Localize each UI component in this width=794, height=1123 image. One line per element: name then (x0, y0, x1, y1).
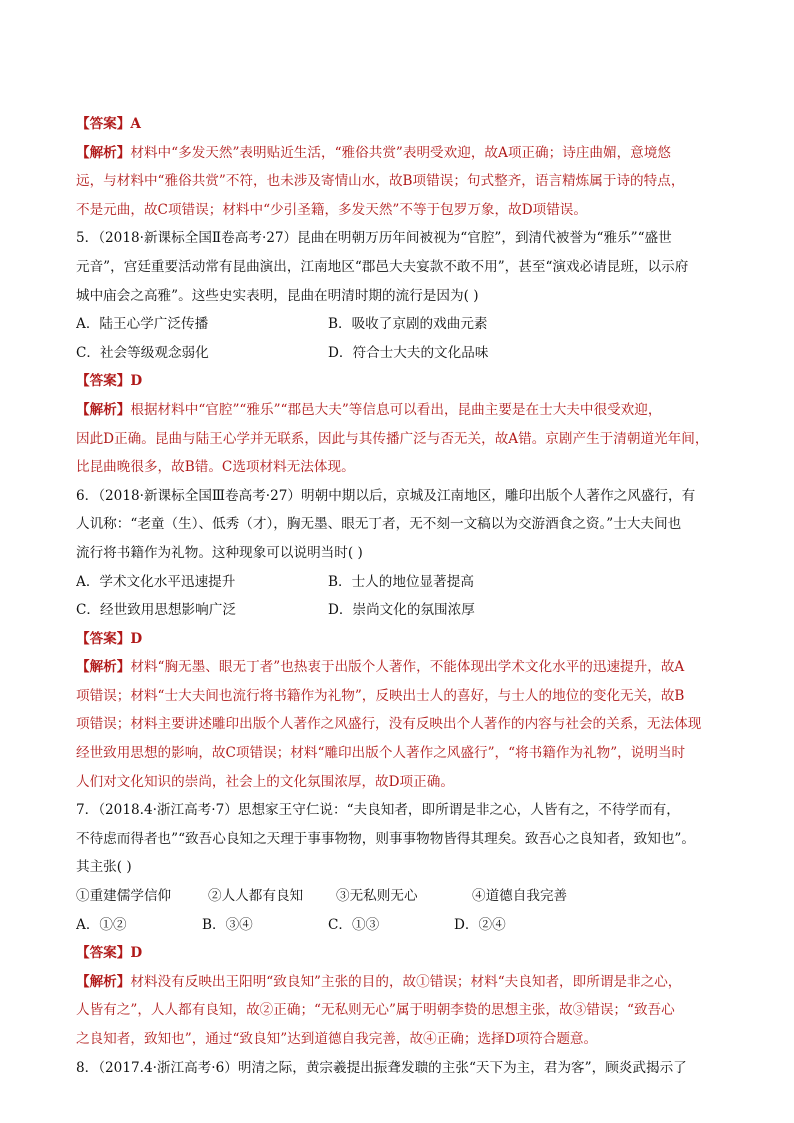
q5-analysis-line-1: 【解析】根据材料中“官腔”“雅乐”“郡邑大夫”等信息可以看出，昆曲主要是在士大夫中很受欢迎， (76, 401, 662, 418)
q8-stem-line-1: 8．（2017.4·浙江高考·6）明清之际，黄宗羲提出振聋发聩的主张“天下为主，君为客”，顾炎武揭示了 (76, 1059, 687, 1076)
q7-option-b: B．③④ (202, 916, 253, 933)
q5-analysis-line-3: 比昆曲晚很多，故B错。C选项材料无法体现。 (76, 459, 355, 476)
q4-analysis-line-2: 远，与材料中“雅俗共赏”不符，也未涉及寄情山水，故B项错误；句式整齐，语言精炼属于诗的特点， (76, 173, 685, 190)
q4-analysis-line-3: 不是元曲，故C项错误；材料中“少引圣籍，多发天然”不等于包罗万象，故D项错误。 (76, 201, 587, 218)
q6-stem-line-3: 流行将书籍作为礼物。这种现象可以说明当时( ) (76, 544, 363, 561)
q5-options-row-1 (76, 310, 718, 339)
q6-option-b: B．士人的地位显著提高 (328, 573, 474, 590)
q5-options-row-2 (76, 339, 718, 368)
answer-label: 【答案】 (76, 630, 131, 647)
q5-stem-line-2: 元音”，宫廷重要活动常有昆曲演出，江南地区“郡邑大夫宴款不敢不用”，甚至“演戏必请昆班，以示府 (76, 258, 689, 275)
q7-statements-row (76, 882, 718, 911)
q7-analysis-line-2: 人皆有之”，人人都有良知，故②正确；“无私则无心”属于明朝李贽的思想主张，故③错误；“致吾心 (76, 1002, 675, 1019)
q6-stem-line-2: 人讥称：“老童（生）、低秀（才），胸无墨、眼无丁者，无不刻一文稿以为交游酒食之资。”士大夫间也 (76, 516, 682, 533)
q6-answer-value: D (130, 630, 143, 647)
q7-statement-1: ①重建儒学信仰 (76, 888, 172, 905)
answer-label: 【答案】 (76, 116, 131, 132)
analysis-label: 【解析】 (76, 144, 131, 161)
q7-options-row (76, 911, 718, 940)
q4-analysis-line-1: 【解析】材料中“多发天然”表明贴近生活，“雅俗共赏”表明受欢迎，故A项正确；诗庄曲媚，意境悠 (76, 144, 671, 161)
q5-answer-value: D (130, 373, 143, 390)
q4-answer-value: A (130, 116, 141, 132)
answer-label: 【答案】 (76, 945, 131, 962)
q6-analysis-line-4: 经世致用思想的影响，故C项错误；材料“雕印出版个人著作之风盛行”，“将书籍作为礼物”，说明当时 (76, 745, 686, 762)
q6-analysis-line-2: 项错误；材料“士大夫间也流行将书籍作为礼物”，反映出士人的喜好，与士人的地位的变化无关，故B (76, 687, 685, 704)
q5-option-c: C．社会等级观念弱化 (76, 344, 209, 361)
q5-option-d: D．符合士大夫的文化品味 (328, 344, 489, 361)
q6-option-a: A．学术文化水平迅速提升 (76, 573, 236, 590)
q7-statement-4: ④道德自我完善 (472, 888, 568, 905)
q7-answer-value: D (130, 945, 143, 962)
q6-option-c: C．经世致用思想影响广泛 (76, 602, 236, 619)
q7-option-c: C．①③ (328, 916, 380, 933)
document-content (76, 110, 718, 1082)
q5-analysis-line-2: 因此D正确。昆曲与陆王心学并无联系，因此与其传播广泛与否无关，故A错。京剧产生于清朝道光年间， (76, 430, 709, 447)
q6-option-d: D．崇尚文化的氛围浓厚 (328, 602, 475, 619)
q6-answer-line (76, 625, 718, 654)
q7-stem-line-3: 其主张( ) (76, 859, 132, 876)
q7-statement-2: ②人人都有良知 (208, 888, 304, 905)
q4-answer-line (76, 110, 718, 139)
q7-option-a: A．①② (76, 916, 127, 933)
analysis-label: 【解析】 (76, 973, 131, 990)
q6-options-row-2 (76, 596, 718, 625)
q6-stem-line-1: 6．（2018·新课标全国Ⅲ卷高考·27）明朝中期以后，京城及江南地区，雕印出版个人著作之风盛行，有 (76, 487, 696, 504)
analysis-label: 【解析】 (76, 659, 131, 676)
q7-analysis-line-1: 【解析】材料没有反映出王阳明“致良知”主张的目的，故①错误；材料“夫良知者，即所谓是非之心， (76, 973, 682, 990)
q5-stem-line-3: 城中庙会之高雅”。这些史实表明，昆曲在明清时期的流行是因为( ) (76, 287, 479, 304)
q6-options-row-1 (76, 568, 718, 597)
q7-stem-line-2: 不待虑而得者也”“致吾心良知之天理于事事物物，则事事物物皆得其理矣。致吾心之良知者，致知也”。 (76, 830, 695, 847)
q6-analysis-line-1: 【解析】材料“胸无墨、眼无丁者”也热衷于出版个人著作，不能体现出学术文化水平的迅速提升，故A (76, 659, 685, 676)
q5-option-a: A．陆王心学广泛传播 (76, 316, 209, 333)
q7-analysis-line-3: 之良知者，致知也”，通过“致良知”达到道德自我完善，故④正确；选择D项符合题意。 (76, 1031, 598, 1047)
answer-label: 【答案】 (76, 373, 131, 390)
q7-option-d: D．②④ (454, 916, 506, 933)
q7-stem-line-1: 7．（2018.4·浙江高考·7）思想家王守仁说：“夫良知者，即所谓是非之心，人皆有之，不待学而有， (76, 802, 680, 819)
analysis-label: 【解析】 (76, 401, 131, 418)
q5-stem-line-1: 5．（2018·新课标全国Ⅱ卷高考·27）昆曲在明朝万历年间被视为“官腔”，到清代被誉为“雅乐”“盛世 (76, 230, 672, 247)
q7-answer-line (76, 939, 718, 968)
q5-answer-line (76, 367, 718, 396)
q7-statement-3: ③无私则无心 (336, 888, 418, 905)
q6-analysis-line-5: 人们对文化知识的崇尚，社会上的文化氛围浓厚，故D项正确。 (76, 773, 454, 790)
q6-analysis-line-3: 项错误；材料主要讲述雕印出版个人著作之风盛行，没有反映出个人著作的内容与社会的关系，无法体现 (76, 716, 702, 733)
q5-option-b: B．吸收了京剧的戏曲元素 (328, 316, 488, 333)
